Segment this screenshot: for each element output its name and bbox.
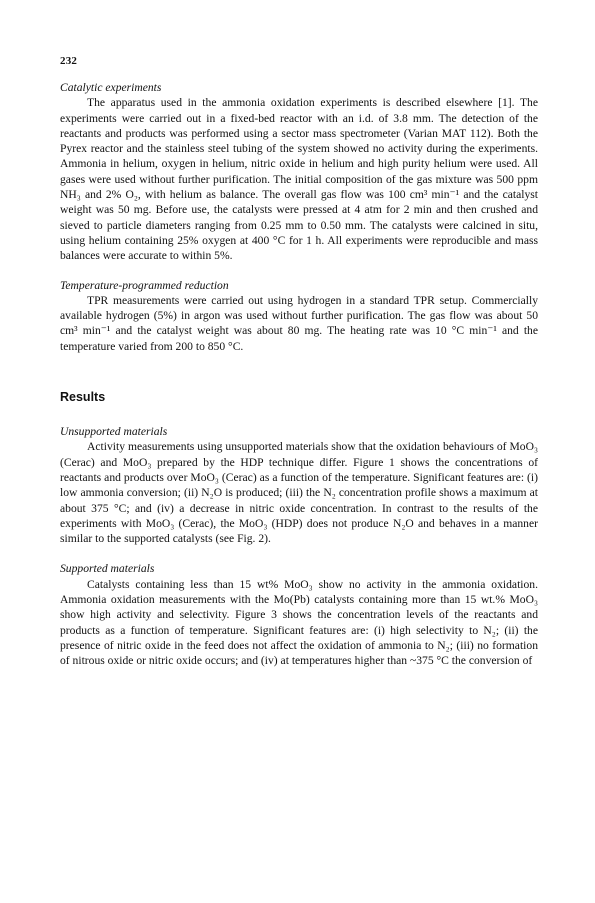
- section-supported-materials: [60, 561, 538, 668]
- subheading-catalytic-experiments: Catalytic experiments: [60, 81, 162, 94]
- subheading-supported-materials: Supported materials: [60, 562, 155, 576]
- paragraph-supported-materials: Catalysts containing less than 15 wt% MoO₃ show no activity in the ammonia oxidation. Ammonia oxidation measurements with the Mo(Pb) catalysts containing more than 15 wt.% MoO₃ show high activity and selectivity. Figure 3 shows the concentration levels of the reactants and products as a function of temperature. Significant features are: (i) high selectivity to N₂; (ii) the presence of nitric oxide in the feed does not affect the oxidation of ammonia to N₂; (iii) no formation of nitrous oxide or nitric oxide occurs; and (iv) at temperatures higher than ~375 °C the conversion of: [60, 577, 538, 668]
- paragraph-tpr: TPR measurements were carried out using hydrogen in a standard TPR setup. Commercially available hydrogen (5%) in argon was used without further purification. The gas flow was about 50 cm³ min⁻¹ and the catalyst weight was about 80 mg. The heating rate was 10 °C min⁻¹ and the temperature varied from 200 to 850 °C.: [60, 293, 538, 353]
- page-number: 232: [60, 55, 78, 67]
- paragraph-unsupported-materials: Activity measurements using unsupported materials show that the oxidation behaviours of MoO₃ (Cerac) and MoO₃ prepared by the HDP technique differ. Figure 1 shows the concentrations of reactants and products over MoO₃ (Cerac) as a function of the temperature. Significant features are: (i) low ammonia conversion; (ii) N₂O is produced; (iii) the N₂ concentration profile shows a maximum at about 375 °C; and (iv) a decrease in nitric oxide concentration. In contrast to the results of the experiments with MoO₃ (Cerac), the MoO₃ (HDP) does not produce N₂O and behaves in a manner similar to the supported catalysts (see Fig. 2).: [60, 440, 538, 546]
- subheading-unsupported-materials: Unsupported materials: [60, 425, 168, 439]
- section-catalytic-experiments: [60, 80, 538, 264]
- paragraph-catalytic-experiments: The apparatus used in the ammonia oxidation experiments is described elsewhere [1]. The experiments were carried out in a fixed-bed reactor with an i.d. of 3.8 mm. The detection of the reactants and products was performed using a sector mass spectrometer (Varian MAT 112). Both the Pyrex reactor and the stainless steel tubing of the system showed no activity during the experiments. Ammonia in helium, oxygen in helium, nitric oxide in helium and high purity helium were used. All gases were used without further purification. The initial composition of the gas mixture was 500 ppm NH₃ and 2% O₂, with helium as balance. The overall gas flow was 100 cm³ min⁻¹ and the catalyst weight was 50 mg. Before use, the catalysts were pressed at 4 atm for 2 min and then crushed and sieved to particle diameters ranging from 0.25 mm to 0.50 mm. The catalysts were calcined in situ, using helium containing 25% oxygen at 400 °C for 1 h. All experiments were reproducible and mass balances were accurate to within 5%.: [60, 96, 538, 263]
- subheading-tpr: Temperature-programmed reduction: [60, 278, 229, 292]
- text-column: [60, 80, 538, 669]
- heading-results: Results: [60, 390, 106, 405]
- section-tpr: [60, 278, 538, 354]
- section-unsupported-materials: [60, 424, 538, 546]
